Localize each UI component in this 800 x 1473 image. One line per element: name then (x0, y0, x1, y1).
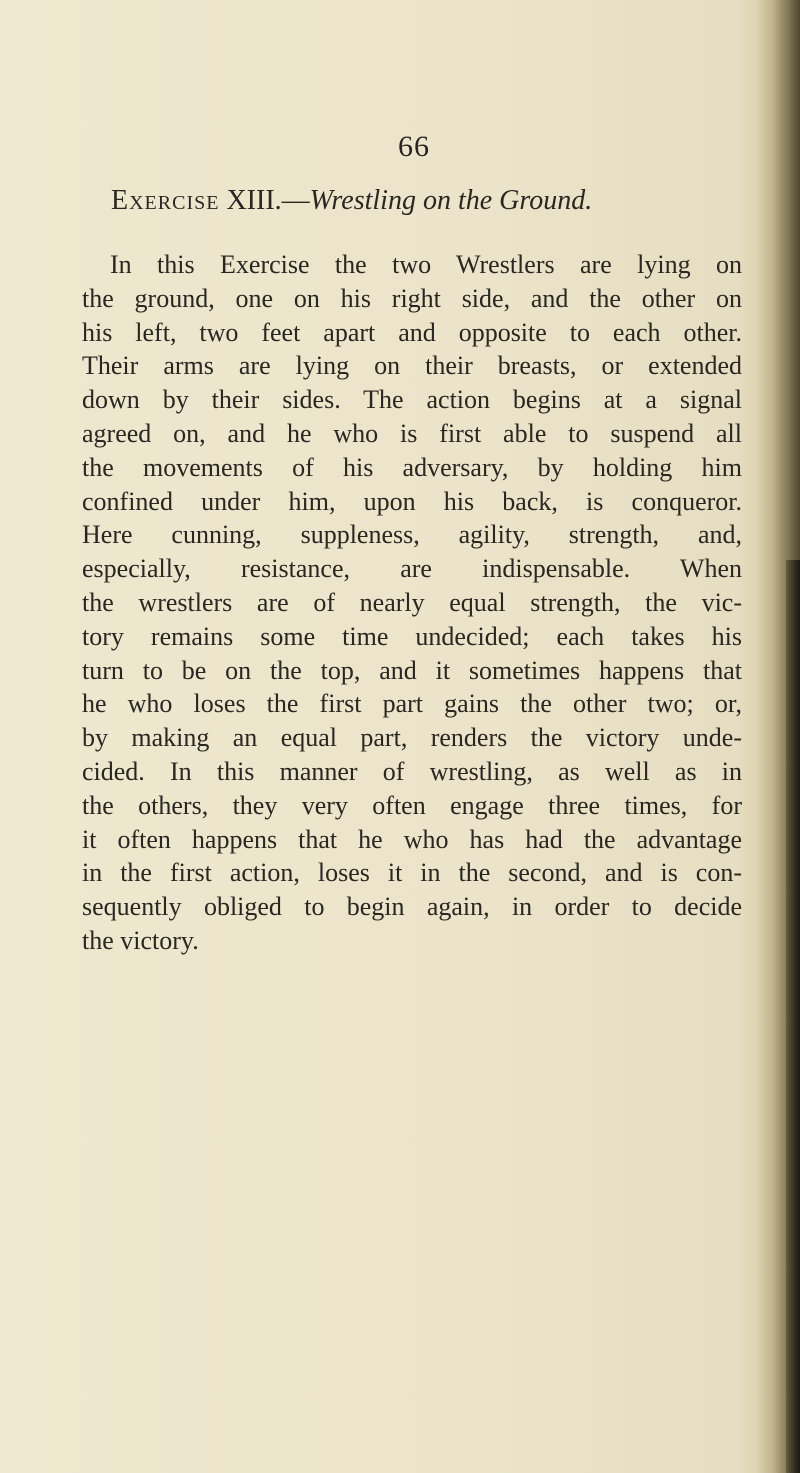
text-line: it often happens that he who has had the advantage (82, 824, 742, 854)
text-line: Here cunning, suppleness, agility, strength, and, (82, 520, 742, 550)
text-line: agreed on, and he who is first able to suspend all (82, 418, 742, 448)
exercise-title: Wrestling on the Ground. (309, 185, 593, 216)
text-line: tory remains some time undecided; each takes his (82, 621, 742, 651)
text-line: confined under him, upon his back, is conqueror. (82, 486, 742, 516)
text-line: by making an equal part, renders the victory unde- (82, 723, 742, 753)
text-line: cided. In this manner of wrestling, as well as in (82, 756, 742, 786)
text-line: down by their sides. The action begins at a signal (82, 385, 742, 415)
text-line: in the first action, loses it in the second, and is con- (82, 858, 742, 888)
exercise-heading (111, 185, 592, 217)
page-edge-dark (786, 560, 800, 1473)
exercise-label: Exercise (111, 185, 220, 216)
text-line: Their arms are lying on their breasts, or extended (82, 351, 742, 381)
exercise-numeral: XIII.— (226, 185, 310, 216)
page-number: 66 (398, 130, 430, 163)
text-line: especially, resistance, are indispensable. When (82, 554, 742, 584)
text-line: the movements of his adversary, by holding him (82, 452, 742, 482)
body-paragraph (82, 248, 742, 958)
text-line: the wrestlers are of nearly equal strength, the vic- (82, 587, 742, 617)
text-line: the ground, one on his right side, and the other on (82, 283, 742, 313)
text-line: turn to be on the top, and it sometimes happens that (82, 655, 742, 685)
text-line: his left, two feet apart and opposite to each other. (82, 317, 742, 347)
text-line: sequently obliged to begin again, in order to decide (82, 892, 742, 922)
text-line: In this Exercise the two Wrestlers are lying on (110, 250, 742, 279)
text-line: the victory. (82, 925, 199, 955)
text-line: he who loses the first part gains the other two; or, (82, 689, 742, 719)
text-line: the others, they very often engage three times, for (82, 790, 742, 820)
